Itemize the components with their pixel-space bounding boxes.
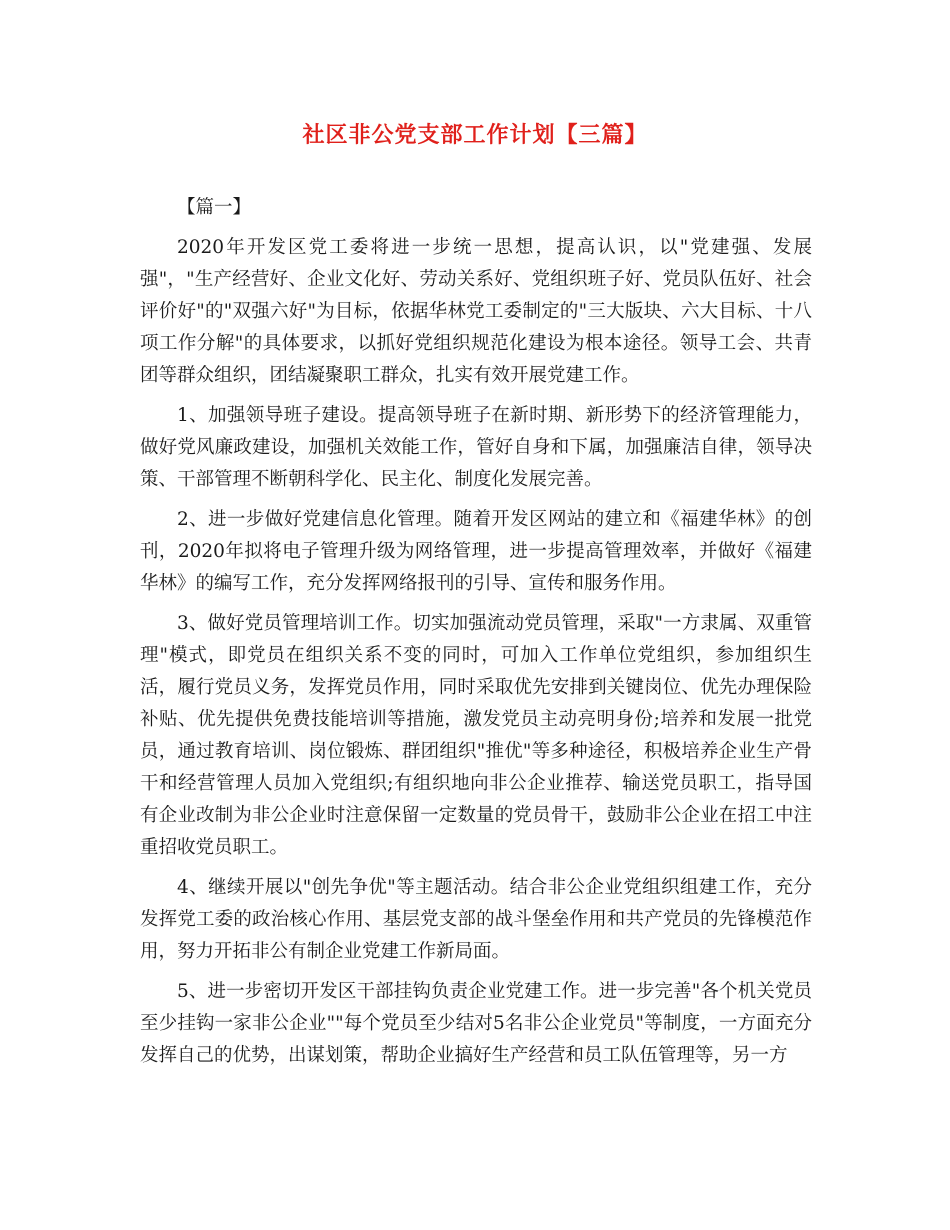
paragraph-item-4: 4、继续开展以"创先争优"等主题活动。结合非公企业党组织组建工作，充分发挥党工委的政治核心作用、基层党支部的战斗堡垒作用和共产党员的先锋模范作用，努力开拓非公有制企业党建工作新局面。 — [140, 877, 812, 962]
section-heading: 【篇一】 — [177, 197, 252, 218]
paragraph-intro: 2020年开发区党工委将进一步统一思想，提高认识，以"党建强、发展强"，"生产经营好、企业文化好、劳动关系好、党组织班子好、党员队伍好、社会评价好"的"双强六好"为目标，依据华林党工委制定的"三大版块、六大目标、十八项工作分解"的具体要求，以抓好党组织规范化建设为根本途径。领导工会、共青团等群众组织，团结凝聚职工群众，扎实有效开展党建工作。 — [140, 237, 812, 386]
paragraph-item-5: 5、进一步密切开发区干部挂钩负责企业党建工作。进一步完善"各个机关党员至少挂钩一家非公企业""每个党员至少结对5名非公企业党员"等制度，一方面充分发挥自己的优势，出谋划策，帮助企业搞好生产经营和员工队伍管理等，另一方 — [140, 981, 812, 1066]
paragraph-item-3: 3、做好党员管理培训工作。切实加强流动党员管理，采取"一方隶属、双重管理"模式，即党员在组织关系不变的同时，可加入工作单位党组织，参加组织生活，履行党员义务，发挥党员作用，同时采取优先安排到关键岗位、优先办理保险补贴、优先提供免费技能培训等措施，激发党员主动亮明身份;培养和发展一批党员，通过教育培训、岗位锻炼、群团组织"推优"等多种途径，积极培养企业生产骨干和经营管理人员加入党组织;有组织地向非公企业推荐、输送党员职工，指导国有企业改制为非公企业时注意保留一定数量的党员骨干，鼓励非公企业在招工中注重招收党员职工。 — [140, 613, 812, 858]
document-title: 社区非公党支部工作计划【三篇】 — [302, 123, 648, 148]
paragraph-item-2: 2、进一步做好党建信息化管理。随着开发区网站的建立和《福建华林》的创刊，2020年拟将电子管理升级为网络管理，进一步提高管理效率，并做好《福建华林》的编写工作，充分发挥网络报刊的引导、宣传和服务作用。 — [140, 509, 812, 594]
document-body — [140, 192, 812, 1080]
paragraph-item-1: 1、加强领导班子建设。提高领导班子在新时期、新形势下的经济管理能力，做好党风廉政建设，加强机关效能工作，管好自身和下属，加强廉洁自律，领导决策、干部管理不断朝科学化、民主化、制度化发展完善。 — [140, 405, 812, 490]
